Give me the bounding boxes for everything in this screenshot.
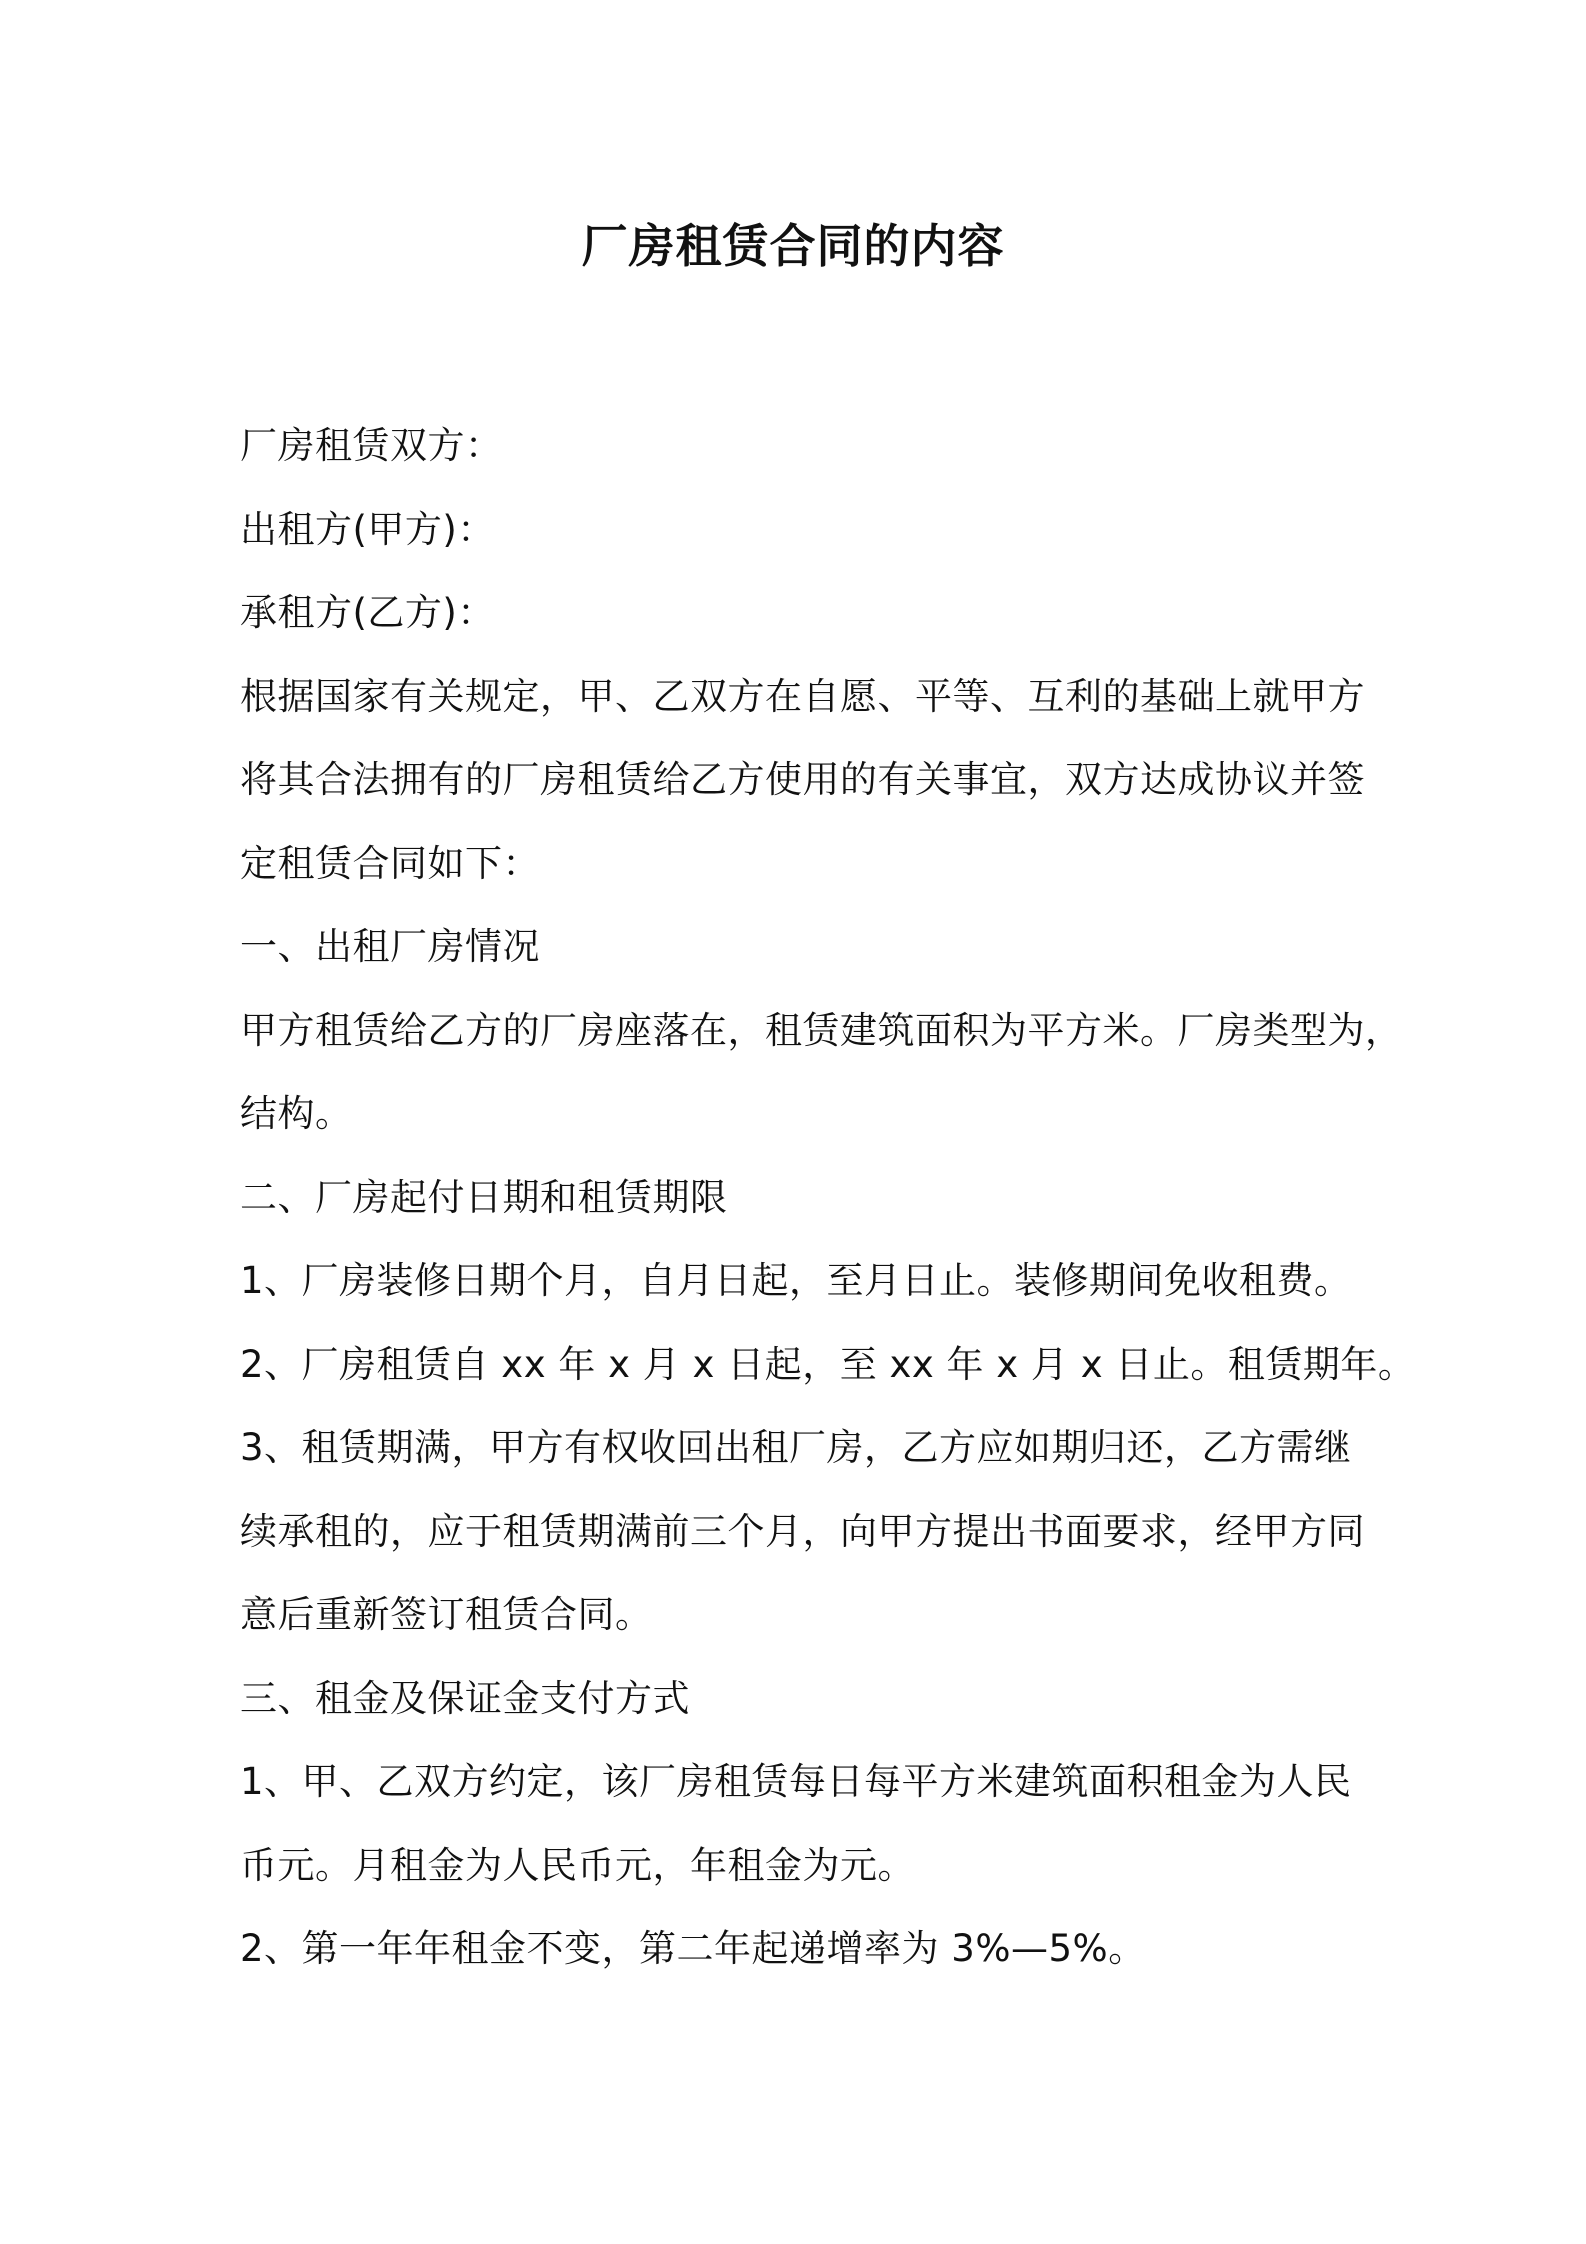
paragraph-line: 出租方(甲方)： bbox=[240, 507, 495, 551]
section-heading: 三、租金及保证金支付方式 bbox=[240, 1676, 690, 1720]
list-item: 1、甲、乙双方约定，该厂房租赁每日每平方米建筑面积租金为人民 bbox=[240, 1760, 1352, 1803]
paragraph-line: 定租赁合同如下： bbox=[240, 841, 540, 885]
paragraph-line: 甲方租赁给乙方的厂房座落在，租赁建筑面积为平方米。厂房类型为， bbox=[240, 1008, 1403, 1052]
paragraph-line: 意后重新签订租赁合同。 bbox=[240, 1593, 653, 1636]
paragraph-line: 将其合法拥有的厂房租赁给乙方使用的有关事宜，双方达成协议并签 bbox=[240, 758, 1365, 801]
paragraph-line: 续承租的，应于租赁期满前三个月，向甲方提出书面要求，经甲方同 bbox=[240, 1509, 1365, 1553]
paragraph-line: 承租方(乙方)： bbox=[240, 591, 495, 634]
paragraph-line: 币元。月租金为人民币元，年租金为元。 bbox=[240, 1843, 915, 1887]
list-item: 1、厂房装修日期个月，自月日起，至月日止。装修期间免收租费。 bbox=[240, 1259, 1352, 1302]
list-item: 2、第一年年租金不变，第二年起递增率为 3%—5%。 bbox=[240, 1927, 1146, 1970]
paragraph-line: 结构。 bbox=[240, 1092, 353, 1135]
section-heading: 一、出租厂房情况 bbox=[240, 925, 540, 968]
document-body bbox=[240, 404, 1416, 1991]
section-heading: 二、厂房起付日期和租赁期限 bbox=[240, 1175, 728, 1219]
document-title: 厂房租赁合同的内容 bbox=[581, 219, 1005, 273]
paragraph-line: 根据国家有关规定，甲、乙双方在自愿、平等、互利的基础上就甲方 bbox=[240, 674, 1365, 718]
list-item: 3、租赁期满，甲方有权收回出租厂房，乙方应如期归还，乙方需继 bbox=[240, 1426, 1352, 1469]
list-item: 2、厂房租赁自 xx 年 x 月 x 日起，至 xx 年 x 月 x 日止。租赁期年。 bbox=[240, 1342, 1416, 1386]
paragraph-line: 厂房租赁双方： bbox=[240, 424, 503, 467]
